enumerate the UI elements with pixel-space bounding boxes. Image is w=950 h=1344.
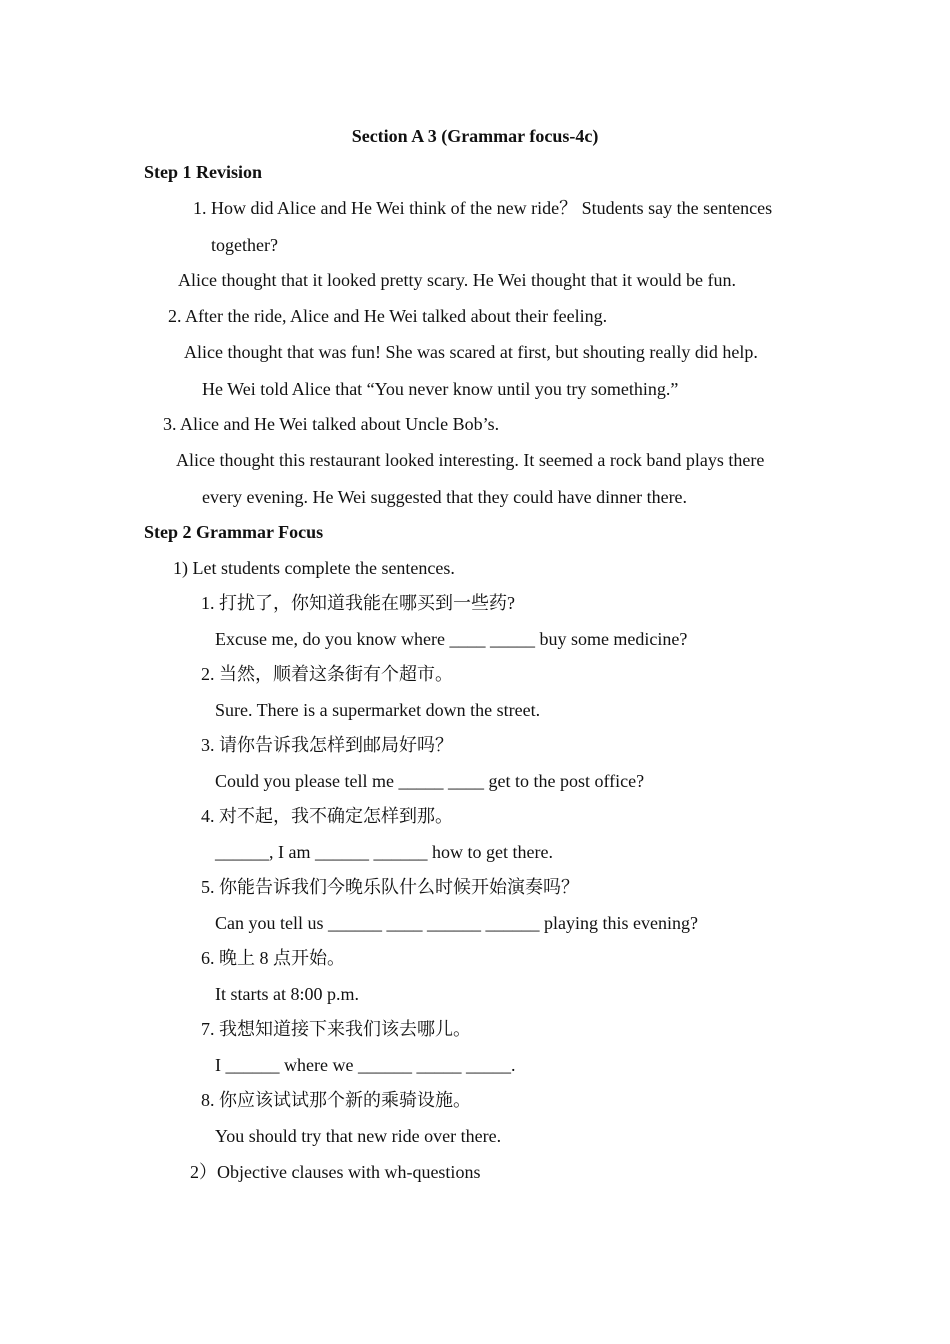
sentence-6-chinese: 6. 晚上 8 点开始。 (201, 948, 345, 968)
step1-item2-answer-line2: He Wei told Alice that “You never know until you try something.” (202, 379, 679, 399)
step2-part1: 1) Let students complete the sentences. (173, 558, 455, 578)
sentence-5-chinese: 5. 你能告诉我们今晚乐队什么时候开始演奏吗？ (201, 877, 579, 897)
sentence-4-english: ______, I am ______ ______ how to get there. (215, 842, 553, 862)
step2-part2: 2）Objective clauses with wh-questions (190, 1162, 481, 1182)
sentence-1-english: Excuse me, do you know where ____ _____ buy some medicine? (215, 629, 688, 649)
sentence-3-english: Could you please tell me _____ ____ get to the post office? (215, 771, 645, 791)
step1-item3: 3. Alice and He Wei talked about Uncle Bob’s. (163, 414, 500, 434)
step1-item1-answer: Alice thought that it looked pretty scary. He Wei thought that it would be fun. (178, 270, 736, 290)
sentence-8-chinese: 8. 你应该试试那个新的乘骑设施。 (201, 1090, 471, 1110)
step1-item2-answer-line1: Alice thought that was fun! She was scared at first, but shouting really did help. (184, 342, 758, 362)
sentence-2-chinese: 2. 当然，顺着这条街有个超市。 (201, 664, 453, 684)
sentence-5-english: Can you tell us ______ ____ ______ ______ playing this evening? (215, 913, 698, 933)
step1-item1-line2: together? (211, 235, 278, 255)
step1-item1-line1: 1. How did Alice and He Wei think of the new ride？ Students say the sentences (193, 198, 773, 218)
sentence-6-english: It starts at 8:00 p.m. (215, 984, 359, 1004)
step1-item2: 2. After the ride, Alice and He Wei talked about their feeling. (168, 306, 608, 326)
step2-heading: Step 2 Grammar Focus (144, 522, 324, 542)
sentence-4-chinese: 4. 对不起，我不确定怎样到那。 (201, 806, 453, 826)
sentence-7-chinese: 7. 我想知道接下来我们该去哪儿。 (201, 1019, 471, 1039)
sentence-3-chinese: 3. 请你告诉我怎样到邮局好吗？ (201, 735, 453, 755)
sentence-7-english: I ______ where we ______ _____ _____. (215, 1055, 516, 1075)
sentence-1-chinese: 1. 打扰了，你知道我能在哪买到一些药? (201, 593, 515, 613)
step1-heading: Step 1 Revision (144, 162, 263, 182)
step1-item3-answer-line2: every evening. He Wei suggested that they could have dinner there. (202, 487, 688, 507)
sentence-2-english: Sure. There is a supermarket down the street. (215, 700, 541, 720)
step1-item3-answer-line1: Alice thought this restaurant looked interesting. It seemed a rock band plays there (176, 450, 765, 470)
document-title: Section A 3 (Grammar focus-4c) (351, 126, 599, 146)
sentence-8-english: You should try that new ride over there. (215, 1126, 502, 1146)
